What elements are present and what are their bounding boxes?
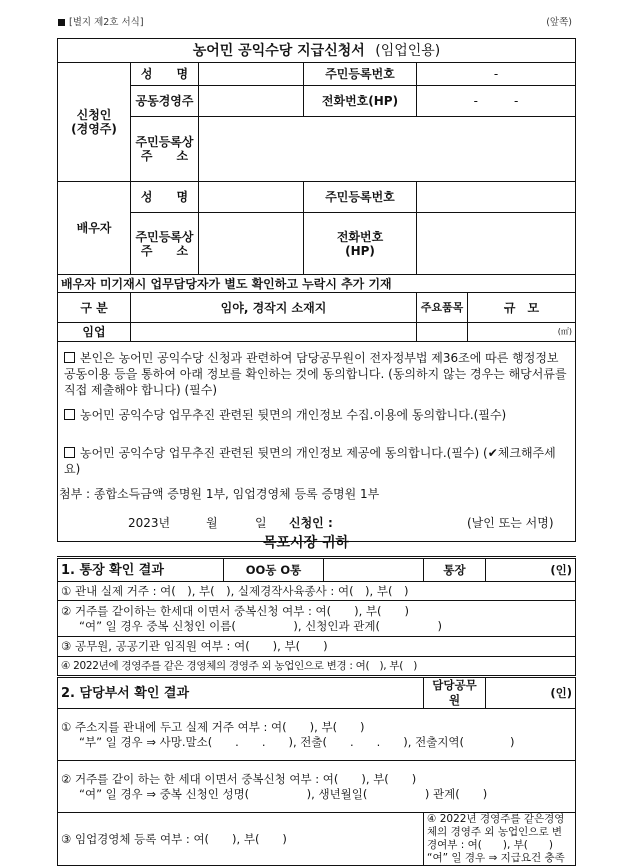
- land-unit: (㎡): [557, 327, 572, 336]
- cohead-label: 공동경영주: [131, 86, 199, 117]
- spouse-id-field[interactable]: [417, 182, 576, 213]
- spouse-address-field[interactable]: [199, 213, 304, 275]
- date-day: 일: [255, 516, 267, 530]
- applicant-address-field[interactable]: [199, 117, 576, 182]
- section1-item-1: ① 관내 실제 거주 : 여( ), 부( ), 실제경작사육종사 : 여( ), 부( ): [58, 582, 576, 601]
- land-location-field[interactable]: [131, 323, 417, 342]
- consent-item-2[interactable]: 농어민 공익수당 업무추진 관련된 뒷면의 개인정보 수집.이용에 동의합니다.(필수): [64, 407, 569, 423]
- applicant-name-label: 성 명: [131, 63, 199, 86]
- spouse-phone-label: 전화번호 (HP): [304, 213, 417, 275]
- checkbox-icon[interactable]: [64, 352, 75, 363]
- section1-tongjang: 통장: [424, 558, 486, 582]
- applicant-address-label: 주민등록상 주 소: [131, 117, 199, 182]
- checkbox-icon[interactable]: [64, 447, 75, 458]
- section1-village: OO동 O통: [224, 558, 324, 582]
- consent-item-3[interactable]: 농어민 공익수당 업무추진 관련된 뒷면의 개인정보 제공에 동의합니다.(필수) (✔체크해주세요): [64, 446, 556, 476]
- section1-title: 1. 통장 확인 결과: [58, 558, 224, 582]
- spouse-address-label: 주민등록상 주 소: [131, 213, 199, 275]
- section2-item-2: ② 거주를 같이 하는 한 세대 이면서 중복신청 여부 : 여( ), 부( ) “여” 일 경우 ⇒ 중복 신청인 성명( ), 생년월일( ) 관계( ): [58, 761, 576, 813]
- applicant-id-field[interactable]: -: [417, 63, 576, 86]
- applicant-phone-label: 전화번호(HP): [304, 86, 417, 117]
- sign-note: (날인 또는 서명): [467, 516, 554, 530]
- applicant-id-label: 주민등록번호: [304, 63, 417, 86]
- land-item-field[interactable]: [417, 323, 468, 341]
- form-title: 농어민 공익수당 지급신청서 (임업인용): [58, 39, 576, 63]
- land-item-scale-field[interactable]: [417, 323, 576, 342]
- date-year: 2023년: [128, 516, 171, 530]
- section2-item-1: ① 주소지를 관내에 두고 실제 거주 여부 : 여( ), 부( ) “부” 일 경우 ⇒ 사망.말소( . . ), 전출( . . ), 전출지역( ): [58, 709, 576, 761]
- checkbox-icon[interactable]: [64, 409, 75, 420]
- land-row-label: 임업: [58, 323, 131, 342]
- verification-table: [57, 556, 576, 866]
- section1-village-field[interactable]: [324, 558, 424, 582]
- land-col-item-scale: [417, 293, 576, 323]
- land-col-scale: 규 모: [503, 300, 540, 315]
- spouse-name-label: 성 명: [131, 182, 199, 213]
- addressee: 목포시장 귀하: [263, 535, 350, 551]
- applicant-name-field[interactable]: [199, 63, 304, 86]
- section1-item-3: ③ 공무원, 공공기관 임직원 여부 : 여( ), 부( ): [58, 637, 576, 657]
- section2-officer: 담당공무원: [424, 677, 486, 709]
- date-month: 월: [206, 516, 218, 530]
- square-bullet-icon: [58, 19, 65, 26]
- land-col-type: 구 분: [58, 293, 131, 323]
- section2-title: 2. 담당부서 확인 결과: [58, 677, 424, 709]
- section1-seal: (인): [486, 558, 576, 582]
- section1-item-2: ② 거주를 같이하는 한세대 이면서 중복신청 여부 : 여( ), 부( ) “여” 일 경우 중복 신청인 이름( ), 신청인과 관계( ): [58, 601, 576, 637]
- section2-seal: (인): [486, 677, 576, 709]
- spouse-name-field[interactable]: [199, 182, 304, 213]
- spouse-id-label: 주민등록번호: [304, 182, 417, 213]
- attachment-line: 첨부 : 종합소득금액 증명원 1부, 임업경영체 등록 증명원 1부: [59, 487, 380, 501]
- form-number: [별지 제2호 서식]: [58, 14, 144, 28]
- spouse-section-label: 배우자: [58, 182, 131, 275]
- applicant-sign-label: 신청인 :: [289, 516, 333, 530]
- section1-item-4: ④ 2022년에 경영주를 같은 경영체의 경영주 외 농업인으로 변경 : 여( ), 부( ): [58, 657, 576, 677]
- applicant-phone-field[interactable]: - -: [417, 86, 576, 117]
- cohead-field[interactable]: [199, 86, 304, 117]
- land-col-item: 주요품목: [417, 293, 468, 322]
- section2-item-4: ④ 2022년 경영주를 같은경영체의 경영주 외 농업인으로 변경여부 : 여( ), 부( ) “여” 일 경우 ⇒ 지급요건 충족: [424, 813, 576, 866]
- consent-item-1[interactable]: 본인은 농어민 공익수당 신청과 관련하여 담당공무원이 전자정부법 제36조에 따른 행정정보공동이용 등을 통하여 아래 정보를 확인하는 것에 동의합니다. (동의하지 않는 경우는 해당서류를 직접 제출해야 합니다) (필수): [64, 351, 567, 397]
- section2-item-3: ③ 임업경영체 등록 여부 : 여( ), 부( ): [58, 813, 424, 866]
- applicant-section-label: 신청인 (경영주): [58, 63, 131, 182]
- spouse-phone-field[interactable]: [417, 213, 576, 275]
- land-col-location: 임야, 경작지 소재지: [131, 293, 417, 323]
- spouse-note: 배우자 미기재시 업무담당자가 별도 확인하고 누락시 추가 기재: [58, 275, 576, 293]
- page-side-label: (앞쪽): [546, 17, 572, 28]
